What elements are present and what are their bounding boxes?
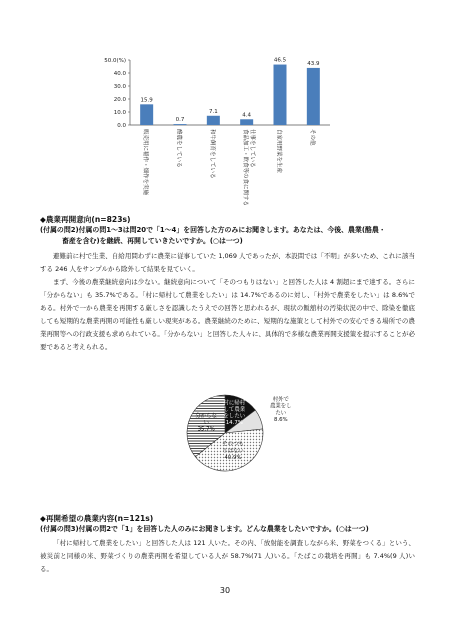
bar: [207, 116, 220, 125]
bar: [274, 65, 287, 125]
bar-value-label: 46.5: [273, 57, 287, 64]
question-farming-intent: [40, 225, 420, 246]
bar-category-label: 酪農をしている: [175, 129, 182, 168]
bar-value-label: 7.1: [208, 108, 218, 115]
y-tick-label: 10.0: [113, 110, 126, 116]
pie-slice-label: 村に帰村して農業をしたい 14.7%: [223, 400, 246, 427]
section-heading-farming-intent: ◆農業再開意向(n=823s): [40, 215, 131, 224]
paragraph: 避難前に村で生業、自給用問わずに農業に従事していた 1,069 人であったが、本設問では「不明」が多いため、これに該当する 246 人をサンプルから除外して結果を見ていく。: [40, 252, 415, 273]
question-line: (付属の問2)付属の問1～3は問20で「1～4」を回答した方のみにお聞きします。あなたは、今後、農業(酪農・: [40, 226, 386, 234]
page-number: 30: [219, 586, 231, 595]
bar-chart: [90, 50, 350, 210]
bar-value-label: 43.9: [307, 60, 320, 67]
bar-value-label: 15.9: [140, 97, 153, 104]
y-tick-label: 30.0: [113, 84, 126, 90]
bar-category-label: 販売用に稲作・畑作を実施: [142, 129, 149, 196]
y-tick-label: 20.0: [113, 97, 126, 103]
bar-value-label: 4.4: [242, 112, 252, 119]
y-tick-label: 50.0(%): [104, 58, 126, 64]
pie-slice-label: 村外で農業をしたい 8.6%: [270, 397, 292, 423]
bar: [174, 124, 187, 125]
bar: [140, 104, 153, 125]
paragraph: 「村に帰村して農業をしたい」と回答した人は 121 人いた。その内、「放射能を調査しながら米、野菜をつくる」という、被災前と同様の米、野菜づくりの農業再開を希望している人が 58.7%(71 人)いる。「たばこの栽培を再開」も 7.4%(9 人)いる。: [40, 539, 415, 573]
bar-category-label: 自家用野菜を生産: [275, 129, 282, 174]
question-line: 畜産を含む)を継続、再開していきたいですか。(○は一つ): [62, 236, 243, 245]
bar: [240, 119, 253, 125]
bar-category-label: 和牛飼育をしている: [208, 129, 215, 179]
pie-slice-label: そのつもりはない 40.9%: [222, 441, 244, 461]
pie-slice-label: 分からない 35.7%: [195, 413, 217, 433]
question-desired-farming: (付属の問3)付属の問2で「1」を回答した人のみにお聞きします。どんな農業をしたいですか。(○は一つ): [40, 525, 369, 533]
y-tick-label: 0.0: [117, 123, 126, 129]
bar: [307, 68, 320, 125]
section-heading-desired-farming: ◆再開希望の農業内容(n=121s): [40, 514, 154, 523]
bar-category-label: 食品加工・飲食等の食に関する仕事をしている: [242, 129, 256, 207]
paragraph: まず、今後の農業継続意向は少ない。継続意向について「そのつもりはない」と回答した人は 4 割超にまで達する。さらに「分からない」も 35.7%である。「村に帰村して農業をしたい」は 14.7%であるのに対し、「村外で農業をしたい」は 8.6%である。村外で一から農業を再開する厳しさを認識したうえでの回答と思われるが、現状の飯舘村の汚染状況の中で、除染を徹底しても短期的な農業再開の可能性も厳しい現実がある。農業継続のために、短期的な施策として村外での安心できる場所での農業再開等への行政支援も求められている。「分からない」と回答した人々に、具体的で多様な農業再開支援策を提示することが必要であると考えられる。: [40, 278, 415, 351]
bar-value-label: 0.7: [175, 117, 185, 124]
y-tick-label: 40.0: [113, 71, 126, 77]
pie-chart: [150, 378, 300, 498]
bar-category-label: その他: [308, 129, 315, 146]
